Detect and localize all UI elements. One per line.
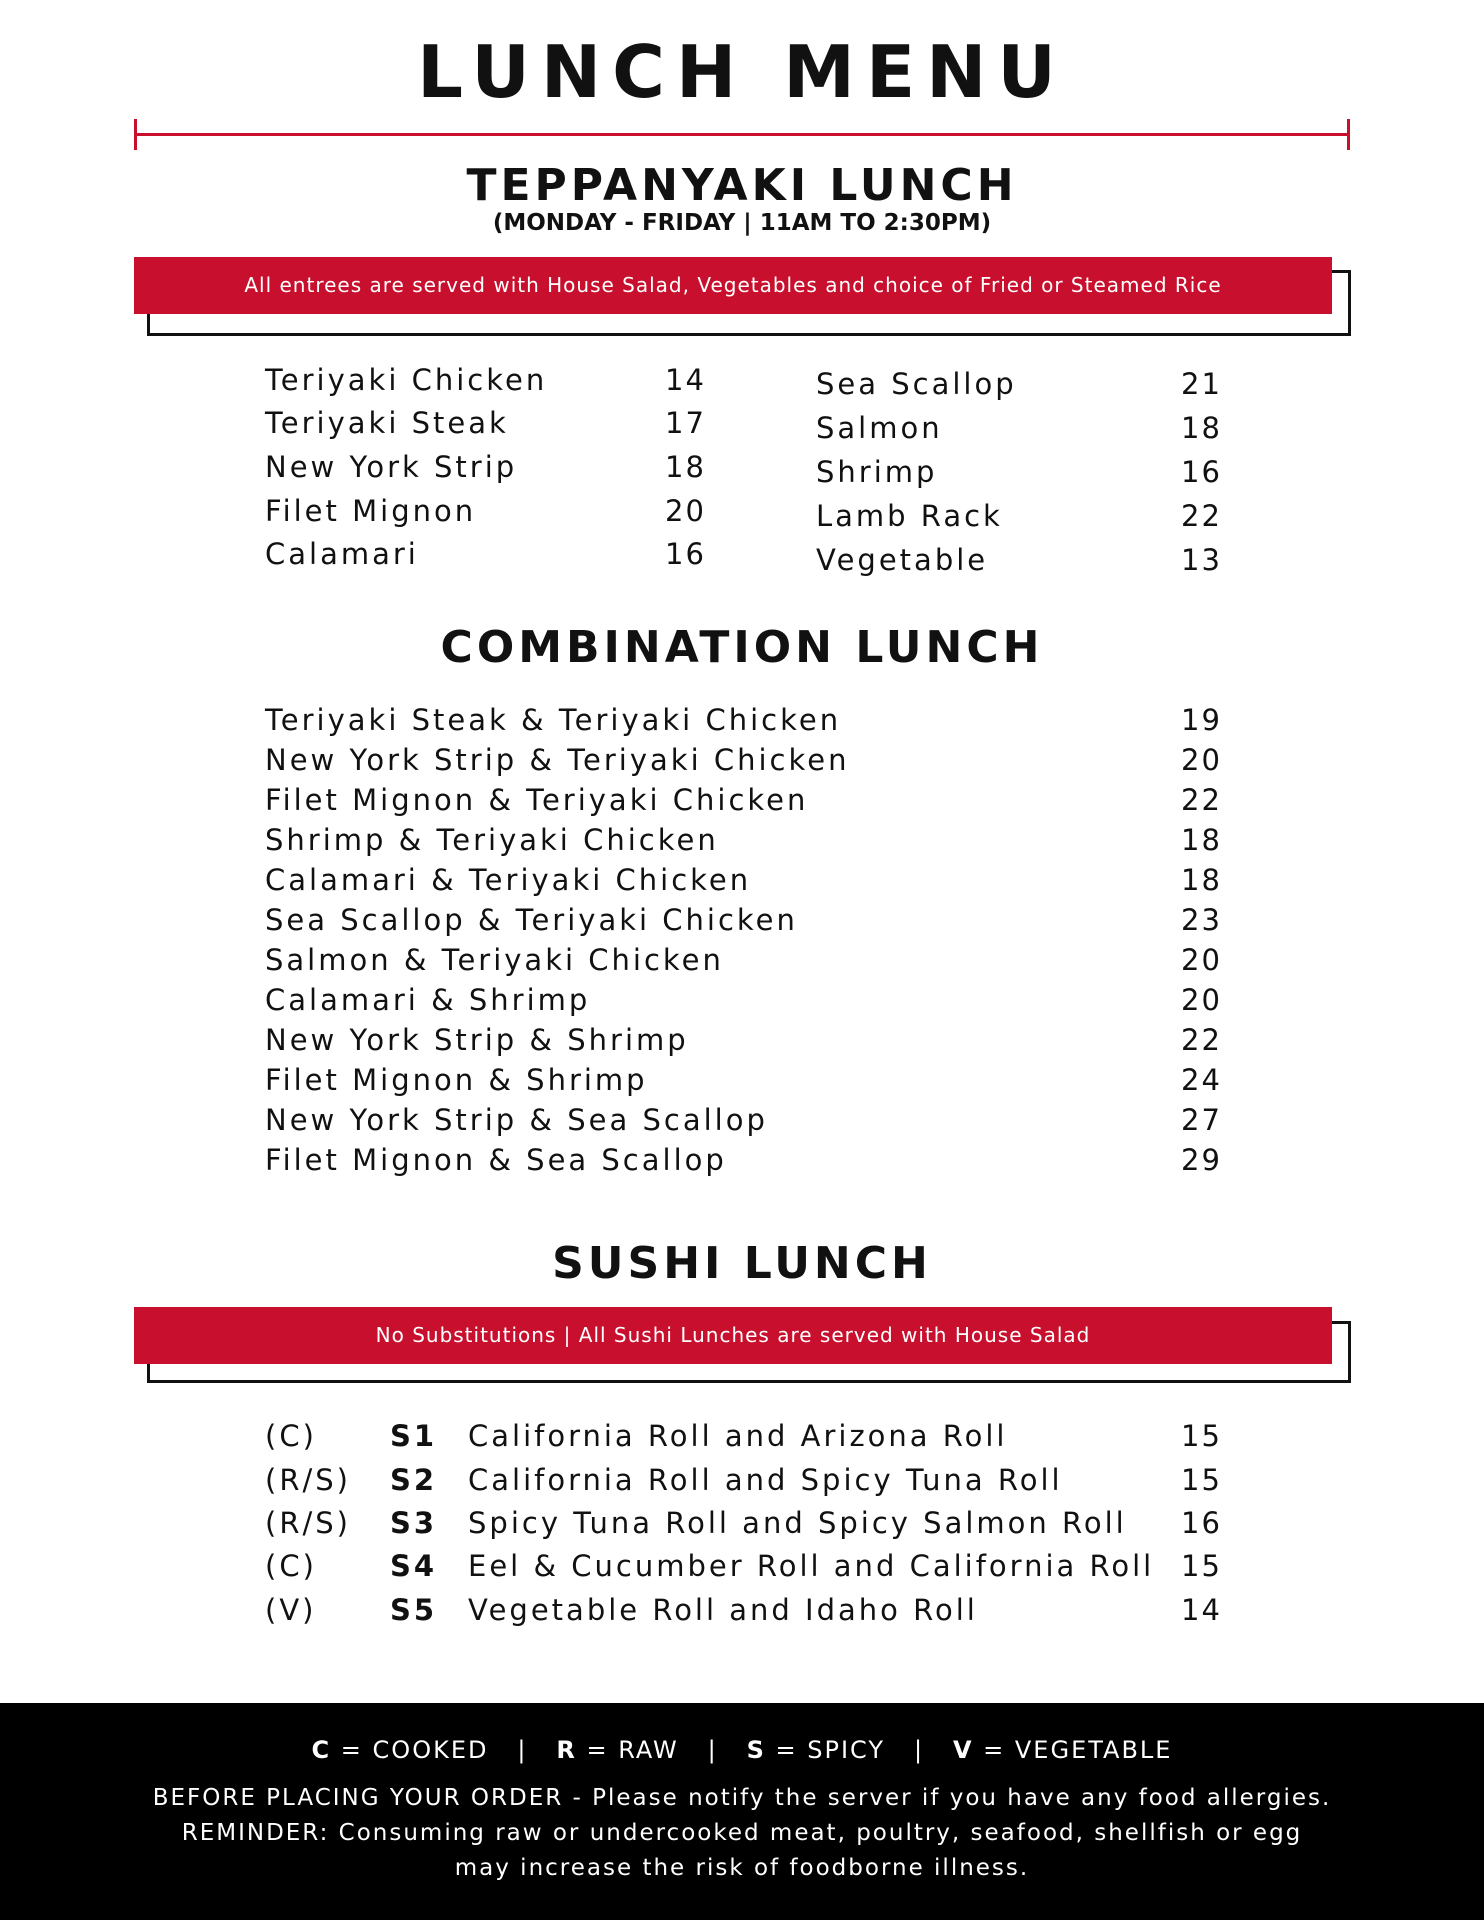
legend-key: R xyxy=(556,1736,577,1764)
menu-item-name: Filet Mignon & Sea Scallop xyxy=(265,1143,727,1177)
menu-item-name: Spicy Tuna Roll and Spicy Salmon Roll xyxy=(468,1506,1127,1540)
sushi-tag: (R/S) xyxy=(265,1506,351,1540)
menu-item-name: Filet Mignon xyxy=(265,494,477,528)
allergy-notice: BEFORE PLACING YOUR ORDER - Please notify the server if you have any food allergies. xyxy=(152,1785,1332,1811)
legend-key: V xyxy=(952,1736,974,1764)
menu-item-name: New York Strip xyxy=(265,450,518,484)
legend-value: = RAW xyxy=(576,1736,679,1764)
legend-value: = COOKED xyxy=(331,1736,489,1764)
menu-item-name: Filet Mignon & Shrimp xyxy=(265,1063,648,1097)
menu-item-price: 14 xyxy=(1181,1593,1222,1627)
menu-item-name: Filet Mignon & Teriyaki Chicken xyxy=(265,783,809,817)
page-title: LUNCH MENU xyxy=(417,30,1067,114)
raw-food-reminder: REMINDER: Consuming raw or undercooked meat, poultry, seafood, shellfish or egg xyxy=(181,1820,1303,1846)
menu-item-price: 17 xyxy=(665,406,706,440)
menu-item-price: 23 xyxy=(1181,903,1222,937)
sushi-tag: (R/S) xyxy=(265,1463,351,1497)
menu-item-name: Sea Scallop & Teriyaki Chicken xyxy=(265,903,798,937)
menu-item-price: 22 xyxy=(1181,499,1222,533)
title-divider-right-cap xyxy=(1347,119,1350,150)
menu-item-price: 20 xyxy=(1181,943,1222,977)
legend-key: C xyxy=(311,1736,332,1764)
menu-item-price: 13 xyxy=(1181,543,1222,577)
menu-item-name: California Roll and Arizona Roll xyxy=(468,1419,1008,1453)
sushi-code: S4 xyxy=(390,1549,438,1583)
menu-item-name: Calamari & Shrimp xyxy=(265,983,591,1017)
menu-item-price: 18 xyxy=(1181,863,1222,897)
menu-item-name: Teriyaki Steak xyxy=(265,406,509,440)
menu-item-name: California Roll and Spicy Tuna Roll xyxy=(468,1463,1063,1497)
combination-title: COMBINATION LUNCH xyxy=(440,622,1044,673)
menu-item-name: Sea Scallop xyxy=(816,367,1017,401)
legend-separator: | xyxy=(913,1736,925,1764)
legend-value: = VEGETABLE xyxy=(973,1736,1173,1764)
legend-separator: | xyxy=(517,1736,528,1764)
menu-item-price: 14 xyxy=(665,363,706,397)
menu-item-price: 20 xyxy=(1181,743,1222,777)
sushi-tag: (C) xyxy=(265,1419,317,1453)
menu-item-price: 16 xyxy=(665,537,706,571)
menu-item-name: Teriyaki Steak & Teriyaki Chicken xyxy=(265,703,842,737)
menu-item-name: Salmon xyxy=(816,411,943,445)
sushi-banner: No Substitutions | All Sushi Lunches are served with House Salad xyxy=(134,1307,1332,1364)
menu-item-name: Teriyaki Chicken xyxy=(265,363,548,397)
menu-item-price: 15 xyxy=(1181,1419,1222,1453)
title-divider xyxy=(135,133,1349,136)
menu-item-price: 21 xyxy=(1181,367,1222,401)
menu-item-price: 27 xyxy=(1181,1103,1222,1137)
menu-item-price: 15 xyxy=(1181,1549,1222,1583)
menu-item-price: 18 xyxy=(665,450,706,484)
sushi-tag: (V) xyxy=(265,1593,317,1627)
menu-item-price: 16 xyxy=(1181,455,1222,489)
sushi-code: S5 xyxy=(390,1593,438,1627)
menu-item-price: 19 xyxy=(1181,703,1222,737)
sushi-code: S1 xyxy=(390,1419,438,1453)
sushi-tag: (C) xyxy=(265,1549,317,1583)
legend-value: = SPICY xyxy=(765,1736,886,1764)
menu-item-name: Calamari xyxy=(265,537,419,571)
menu-item-name: Shrimp xyxy=(816,455,938,489)
sushi-code: S3 xyxy=(390,1506,438,1540)
menu-item-name: New York Strip & Shrimp xyxy=(265,1023,689,1057)
menu-item-name: Shrimp & Teriyaki Chicken xyxy=(265,823,719,857)
menu-item-name: Calamari & Teriyaki Chicken xyxy=(265,863,752,897)
menu-item-price: 22 xyxy=(1181,783,1222,817)
raw-food-reminder-continued: may increase the risk of foodborne illness. xyxy=(454,1855,1030,1881)
teppanyaki-banner: All entrees are served with House Salad, Vegetables and choice of Fried or Steamed Rice xyxy=(134,257,1332,314)
teppanyaki-hours: (MONDAY - FRIDAY | 11AM TO 2:30PM) xyxy=(492,210,992,236)
menu-item-price: 16 xyxy=(1181,1506,1222,1540)
legend-key: S xyxy=(746,1736,766,1764)
menu-item-name: Salmon & Teriyaki Chicken xyxy=(265,943,724,977)
menu-item-name: Eel & Cucumber Roll and California Roll xyxy=(468,1549,1155,1583)
menu-item-price: 29 xyxy=(1181,1143,1222,1177)
menu-item-name: Vegetable Roll and Idaho Roll xyxy=(468,1593,978,1627)
menu-item-name: New York Strip & Teriyaki Chicken xyxy=(265,743,850,777)
menu-item-price: 15 xyxy=(1181,1463,1222,1497)
teppanyaki-title: TEPPANYAKI LUNCH xyxy=(466,160,1018,211)
menu-item-name: Lamb Rack xyxy=(816,499,1003,533)
menu-item-price: 22 xyxy=(1181,1023,1222,1057)
sushi-code: S2 xyxy=(390,1463,438,1497)
menu-item-name: Vegetable xyxy=(816,543,989,577)
footer-legend xyxy=(0,1736,1484,1764)
sushi-title: SUSHI LUNCH xyxy=(552,1238,932,1289)
title-divider-left-cap xyxy=(134,119,137,150)
legend-separator: | xyxy=(707,1736,718,1764)
menu-item-price: 20 xyxy=(1181,983,1222,1017)
menu-item-price: 18 xyxy=(1181,411,1222,445)
menu-item-price: 20 xyxy=(665,494,706,528)
menu-item-name: New York Strip & Sea Scallop xyxy=(265,1103,768,1137)
menu-item-price: 24 xyxy=(1181,1063,1222,1097)
menu-item-price: 18 xyxy=(1181,823,1222,857)
